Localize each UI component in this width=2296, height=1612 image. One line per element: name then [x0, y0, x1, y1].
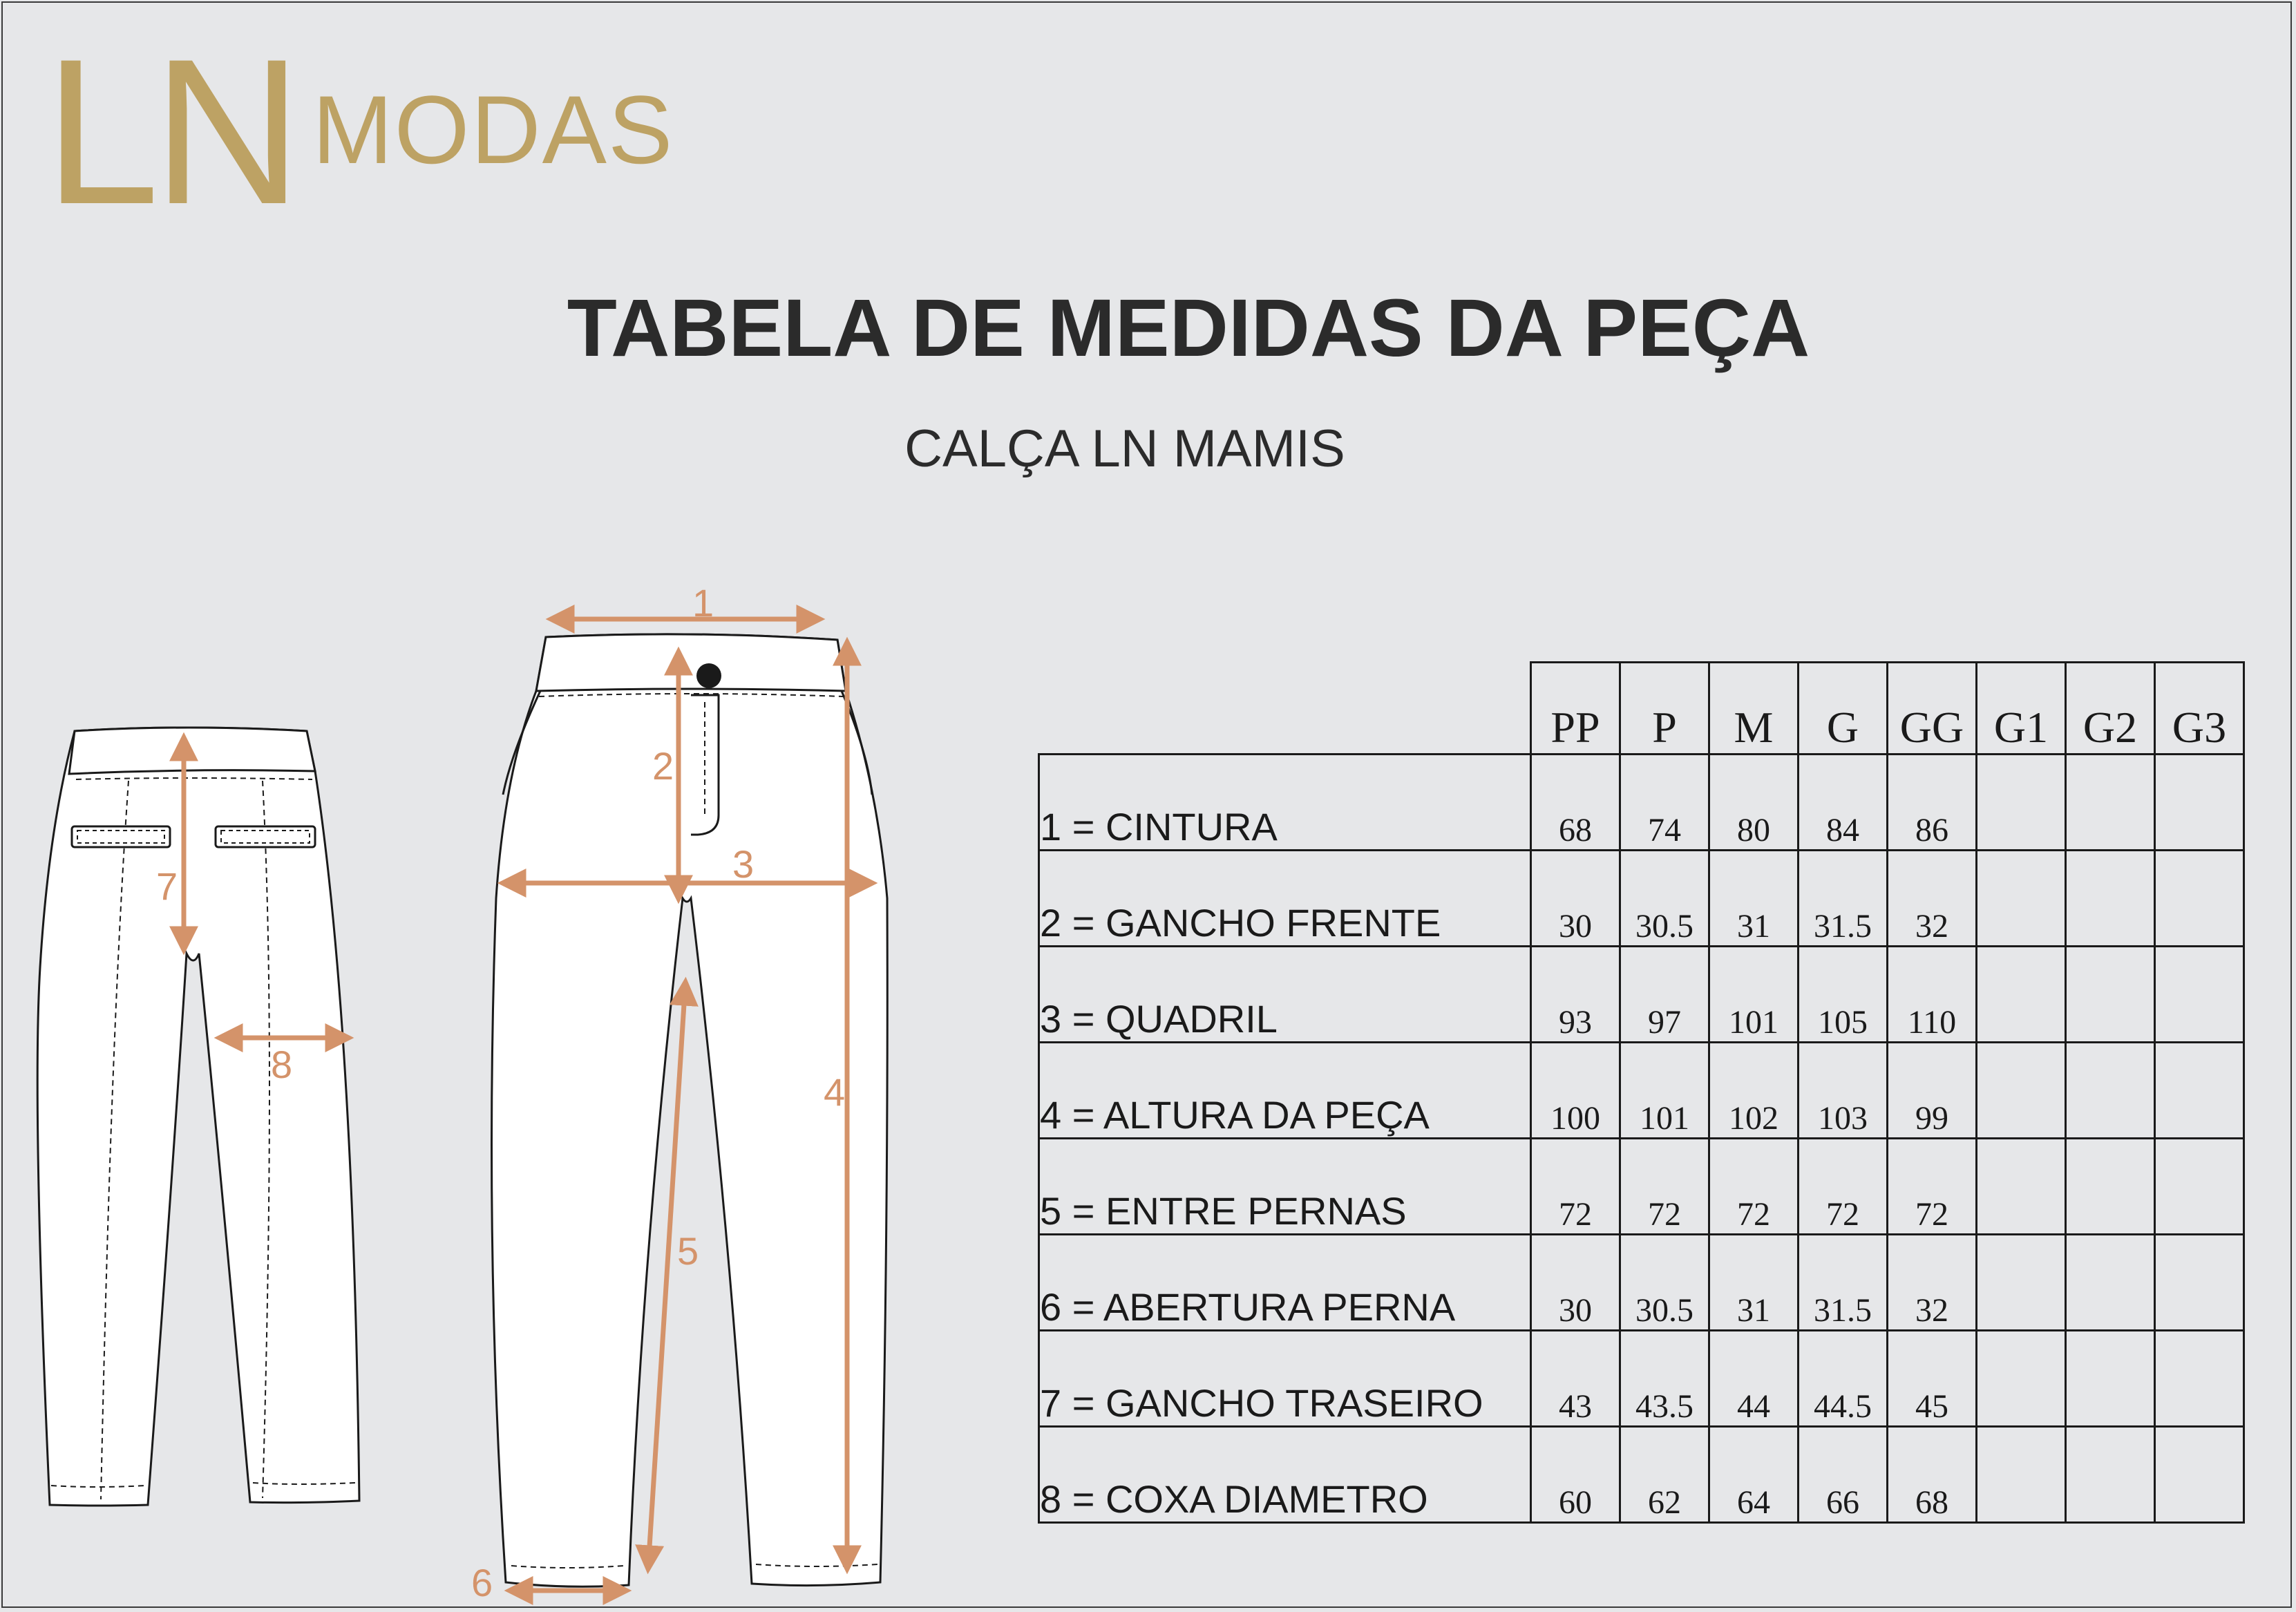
measure-value: 31.5	[1799, 1235, 1888, 1331]
measure-value: 30.5	[1620, 851, 1709, 947]
measure-value: 84	[1799, 755, 1888, 851]
measure-value: 44.5	[1799, 1331, 1888, 1427]
measure-value: 68	[1531, 755, 1620, 851]
table-row	[1039, 851, 2244, 947]
back-view-pants	[37, 728, 359, 1506]
size-header: M	[1709, 663, 1799, 755]
measure-value: 80	[1709, 755, 1799, 851]
measure-value: 43	[1531, 1331, 1620, 1427]
measure-name: 6 = ABERTURA PERNA	[1039, 1235, 1531, 1331]
measure-value: 64	[1709, 1427, 1799, 1523]
table-row	[1039, 755, 2244, 851]
measure-value	[2155, 851, 2244, 947]
measure-value	[2155, 1235, 2244, 1331]
measure-name: 7 = GANCHO TRASEIRO	[1039, 1331, 1531, 1427]
brand-logo-modas: MODAS	[312, 75, 674, 184]
measure-value: 101	[1709, 947, 1799, 1043]
table-row	[1039, 1043, 2244, 1139]
measure-value	[1977, 1043, 2066, 1139]
table-corner	[1039, 663, 1531, 755]
measure-value	[1977, 851, 2066, 947]
measure-value: 72	[1888, 1139, 1977, 1235]
measure-value: 62	[1620, 1427, 1709, 1523]
measure-value: 66	[1799, 1427, 1888, 1523]
measure-value: 74	[1620, 755, 1709, 851]
measure-name: 1 = CINTURA	[1039, 755, 1531, 851]
measure-value	[1977, 1331, 2066, 1427]
measure-value	[2066, 1331, 2155, 1427]
measure-value: 101	[1620, 1043, 1709, 1139]
measure-value	[2066, 1043, 2155, 1139]
measure-value	[2066, 1235, 2155, 1331]
measure-value: 31	[1709, 851, 1799, 947]
measure-label-5: 5	[677, 1229, 699, 1273]
measure-value: 68	[1888, 1427, 1977, 1523]
measure-value: 45	[1888, 1331, 1977, 1427]
measure-label-7: 7	[156, 864, 178, 908]
measure-value: 86	[1888, 755, 1977, 851]
measure-label-8: 8	[271, 1043, 293, 1086]
measure-name: 8 = COXA DIAMETRO	[1039, 1427, 1531, 1523]
measure-value: 60	[1531, 1427, 1620, 1523]
page-title: TABELA DE MEDIDAS DA PEÇA	[567, 283, 1810, 374]
measure-value	[2155, 755, 2244, 851]
product-subtitle: CALÇA LN MAMIS	[904, 419, 1345, 478]
measure-value: 44	[1709, 1331, 1799, 1427]
measure-name: 4 = ALTURA DA PEÇA	[1039, 1043, 1531, 1139]
measure-value: 72	[1709, 1139, 1799, 1235]
measure-value	[2066, 755, 2155, 851]
size-header: P	[1620, 663, 1709, 755]
measure-value	[1977, 755, 2066, 851]
table-row	[1039, 1235, 2244, 1331]
measure-value: 103	[1799, 1043, 1888, 1139]
measure-name: 2 = GANCHO FRENTE	[1039, 851, 1531, 947]
table-row	[1039, 1139, 2244, 1235]
measure-value: 32	[1888, 851, 1977, 947]
measure-value: 100	[1531, 1043, 1620, 1139]
measure-value	[2155, 1331, 2244, 1427]
measure-value: 97	[1620, 947, 1709, 1043]
size-header: G1	[1977, 663, 2066, 755]
measure-label-1: 1	[692, 581, 714, 625]
measure-name: 3 = QUADRIL	[1039, 947, 1531, 1043]
measure-label-3: 3	[732, 842, 755, 886]
size-table	[1038, 661, 2245, 1524]
table-row	[1039, 947, 2244, 1043]
table-row	[1039, 1331, 2244, 1427]
measure-value: 99	[1888, 1043, 1977, 1139]
measure-value: 32	[1888, 1235, 1977, 1331]
measure-label-6: 6	[471, 1561, 493, 1604]
measure-value	[2155, 1043, 2244, 1139]
measure-value: 102	[1709, 1043, 1799, 1139]
measure-value: 30	[1531, 1235, 1620, 1331]
measure-value	[1977, 1427, 2066, 1523]
measure-value	[2066, 1427, 2155, 1523]
size-header-row	[1039, 663, 2244, 755]
measure-value	[2066, 947, 2155, 1043]
measure-value: 72	[1531, 1139, 1620, 1235]
measure-value: 93	[1531, 947, 1620, 1043]
size-header: G2	[2066, 663, 2155, 755]
measure-label-4: 4	[824, 1070, 846, 1114]
measure-value: 30.5	[1620, 1235, 1709, 1331]
table-row	[1039, 1427, 2244, 1523]
measure-value	[2155, 1139, 2244, 1235]
measure-label-2: 2	[652, 744, 674, 788]
measure-value	[1977, 1235, 2066, 1331]
measure-value: 31	[1709, 1235, 1799, 1331]
measure-value: 31.5	[1799, 851, 1888, 947]
measure-value: 110	[1888, 947, 1977, 1043]
measure-value	[2155, 1427, 2244, 1523]
measure-value	[2066, 851, 2155, 947]
measure-value: 72	[1799, 1139, 1888, 1235]
size-header: G	[1799, 663, 1888, 755]
measure-value	[2066, 1139, 2155, 1235]
size-header: PP	[1531, 663, 1620, 755]
size-header: G3	[2155, 663, 2244, 755]
measure-value: 105	[1799, 947, 1888, 1043]
measure-value	[1977, 1139, 2066, 1235]
brand-logo-ln: LN	[44, 15, 296, 247]
measure-value: 72	[1620, 1139, 1709, 1235]
measure-value: 30	[1531, 851, 1620, 947]
measure-value: 43.5	[1620, 1331, 1709, 1427]
measure-value	[2155, 947, 2244, 1043]
measure-name: 5 = ENTRE PERNAS	[1039, 1139, 1531, 1235]
measure-value	[1977, 947, 2066, 1043]
size-header: GG	[1888, 663, 1977, 755]
